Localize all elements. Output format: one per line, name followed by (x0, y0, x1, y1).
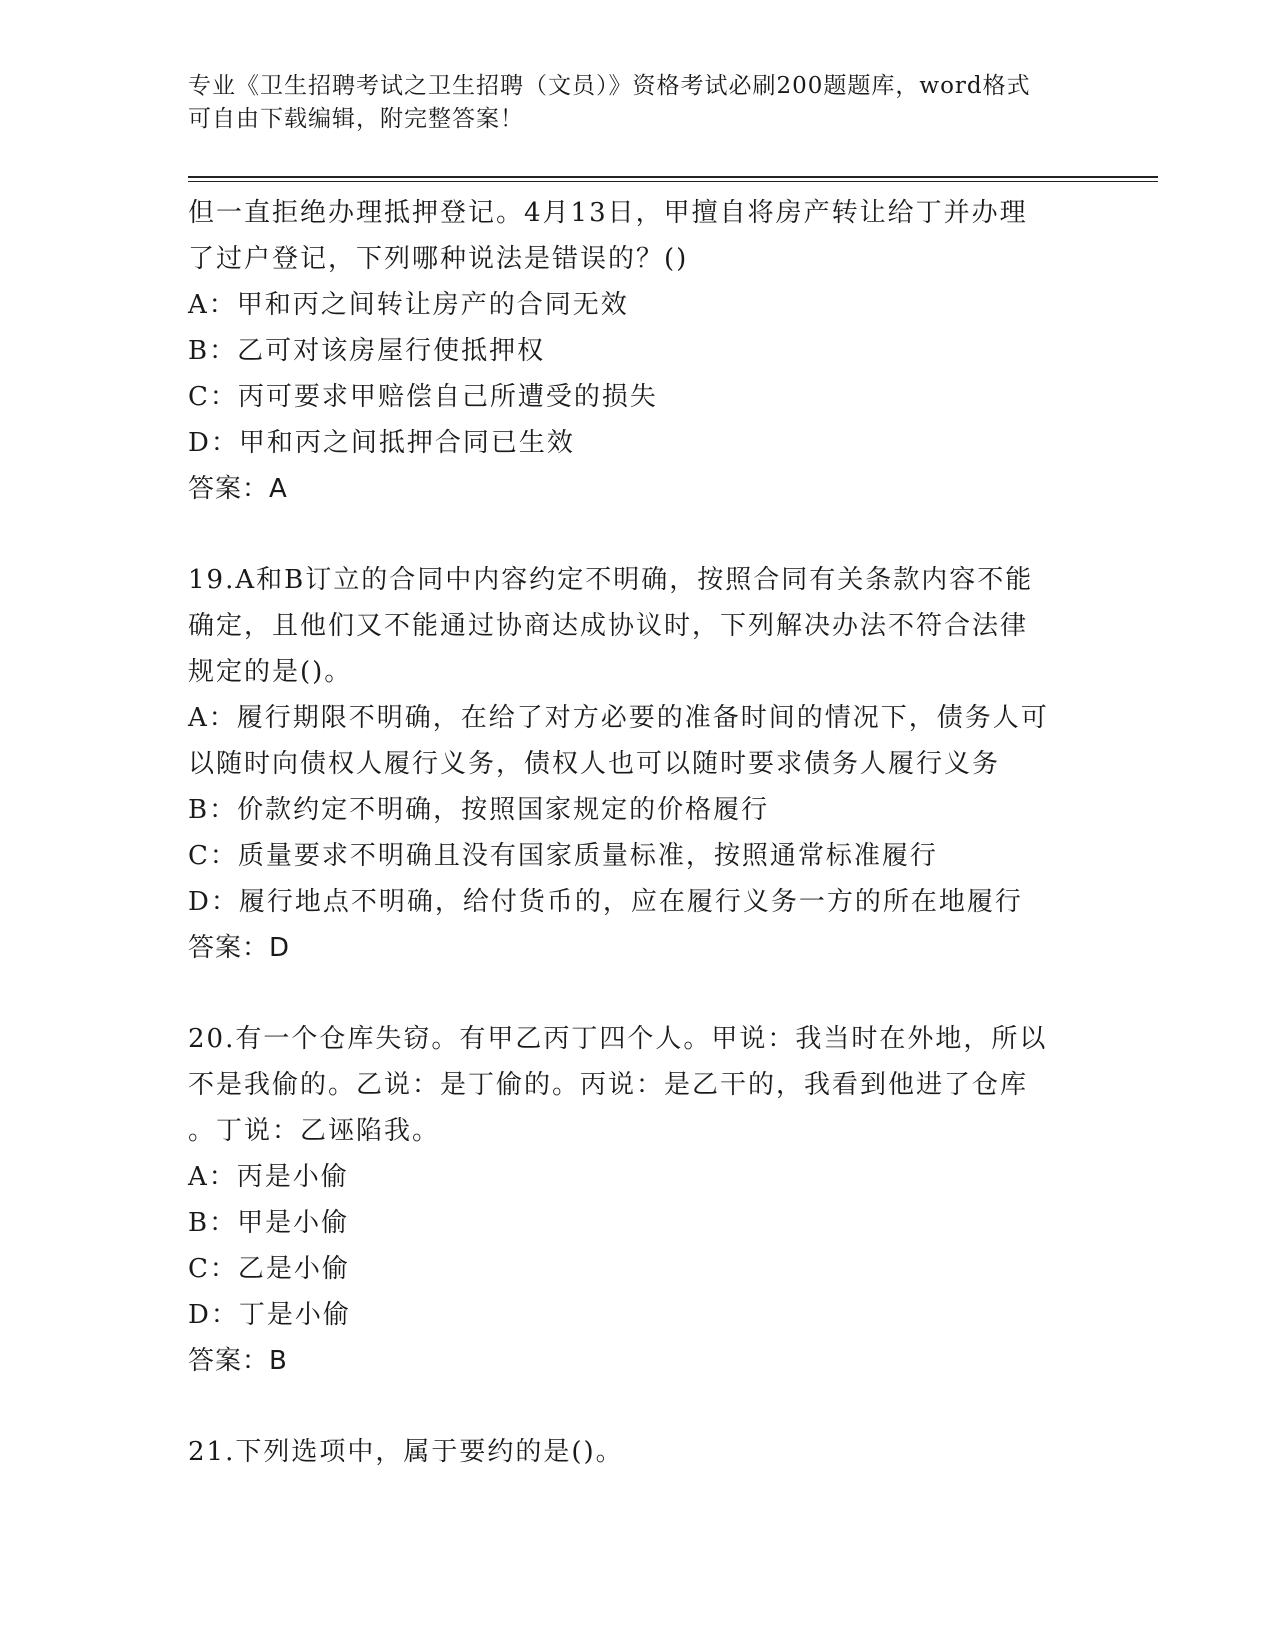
option-b: B：价款约定不明确，按照国家规定的价格履行 (188, 795, 770, 825)
answer-line: 答案：D (188, 933, 291, 963)
option-c: C：丙可要求甲赔偿自己所遭受的损失 (188, 382, 658, 412)
option-c: C：质量要求不明确且没有国家质量标准，按照通常标准履行 (188, 841, 938, 871)
option-d: D：丁是小偷 (188, 1300, 351, 1330)
page-header (188, 70, 1088, 136)
option-d: D：甲和丙之间抵押合同已生效 (188, 428, 575, 458)
header-line-2: 可自由下载编辑，附完整答案！ (188, 106, 524, 132)
question-text-line: 20.有一个仓库失窃。有甲乙丙丁四个人。甲说：我当时在外地，所以 (188, 1024, 1048, 1054)
question-text-line: 规定的是()。 (188, 657, 353, 687)
option-a: A：丙是小偷 (188, 1162, 349, 1192)
question-21 (188, 1429, 1088, 1475)
question-text-line: 21.下列选项中，属于要约的是()。 (188, 1437, 624, 1467)
question-text-line: 不是我偷的。乙说：是丁偷的。丙说：是乙干的，我看到他进了仓库 (188, 1070, 1029, 1100)
question-18-continuation (188, 190, 1088, 512)
option-b: B：乙可对该房屋行使抵押权 (188, 336, 546, 366)
question-20 (188, 1016, 1088, 1384)
question-text-line: 但一直拒绝办理抵押登记。4月13日，甲擅自将房产转让给丁并办理 (188, 198, 1028, 228)
question-text-line: 。丁说：乙诬陷我。 (188, 1116, 441, 1146)
question-19 (188, 557, 1088, 971)
question-text-line: 19.A和B订立的合同中内容约定不明确，按照合同有关条款内容不能 (188, 565, 1034, 595)
option-c: C：乙是小偷 (188, 1254, 350, 1284)
header-divider (188, 176, 1158, 182)
question-text-line: 确定，且他们又不能通过协商达成协议时，下列解决办法不符合法律 (188, 611, 1029, 641)
question-text-line: 了过户登记，下列哪种说法是错误的？() (188, 244, 689, 274)
option-b: B：甲是小偷 (188, 1208, 350, 1238)
document-body (188, 190, 1088, 1475)
option-d: D：履行地点不明确，给付货币的，应在履行义务一方的所在地履行 (188, 887, 1023, 917)
option-a: A：履行期限不明确，在给了对方必要的准备时间的情况下，债务人可 (188, 703, 1049, 733)
option-a: A：甲和丙之间转让房产的合同无效 (188, 290, 629, 320)
header-line-1: 专业《卫生招聘考试之卫生招聘（文员）》资格考试必刷200题题库，word格式 (188, 73, 1031, 99)
answer-line: 答案：B (188, 1346, 288, 1376)
option-a-continued: 以随时向债权人履行义务，债权人也可以随时要求债务人履行义务 (188, 749, 1001, 779)
answer-line: 答案：A (188, 474, 288, 504)
